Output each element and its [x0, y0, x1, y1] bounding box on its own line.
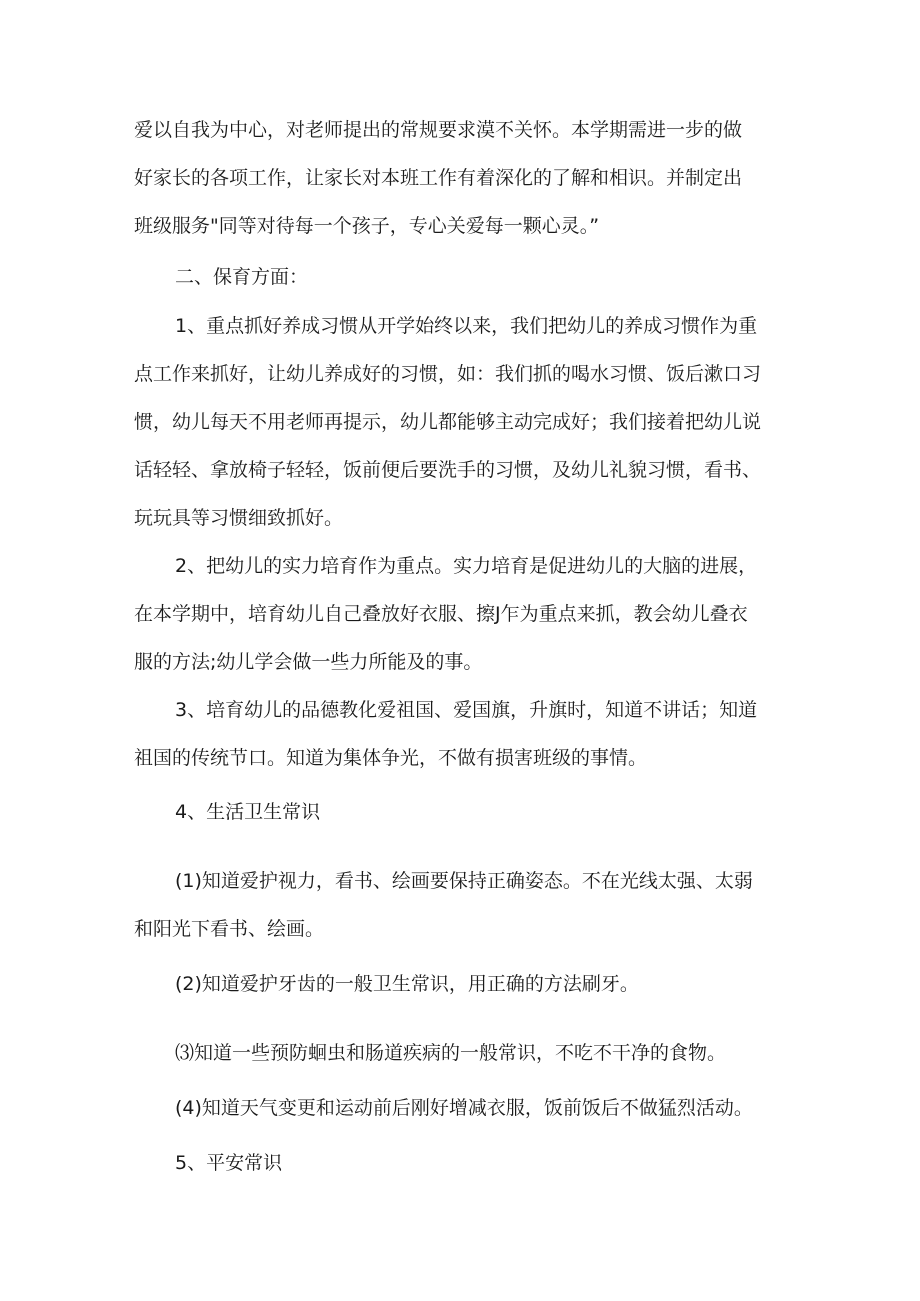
text-line: (4)知道天气变更和运动前后刚好增减衣服，饭前饭后不做猛烈活动。 — [175, 1097, 753, 1119]
text-line: 话轻轻、拿放椅子轻轻，饭前便后要洗手的习惯，及幼儿礼貌习惯，看书、 — [134, 459, 762, 481]
subsection-heading: 5、平安常识 — [175, 1152, 283, 1174]
section-heading: 二、保育方面： — [175, 266, 309, 288]
text-line: 2、把幼儿的实力培育作为重点。实力培育是促进幼儿的大脑的进展， — [175, 555, 758, 577]
text-line: 在本学期中，培育幼儿自己叠放好衣服、擦J乍为重点来抓，教会幼儿叠衣 — [134, 603, 748, 625]
text-line: ⑶知道一些预防蛔虫和肠道疾病的一般常识，不吃不干净的食物。 — [175, 1042, 727, 1064]
subsection-heading: 4、生活卫生常识 — [175, 801, 321, 823]
text-line: 和阳光下看书、绘画。 — [134, 918, 325, 940]
text-line: 爱以自我为中心，对老师提出的常规要求漠不关怀。本学期需进一步的做 — [134, 119, 743, 141]
text-line: 好家长的各项工作，让家长对本班工作有着深化的了解和相识。并制定出 — [134, 167, 743, 189]
text-line: 1、重点抓好养成习惯从开学始终以来，我们把幼儿的养成习惯作为重 — [175, 315, 758, 337]
text-line: 3、培育幼儿的品德教化爱祖国、爱国旗，升旗时，知道不讲话；知道 — [175, 699, 758, 721]
text-line: (2)知道爱护牙齿的一般卫生常识，用正确的方法刷牙。 — [175, 973, 639, 995]
text-line: 惯，幼儿每天不用老师再提示，幼儿都能够主动完成好；我们接着把幼儿说 — [134, 411, 762, 433]
text-line: 班级服务"同等对待每一个孩子，专心关爱每一颗心灵。” — [134, 215, 600, 237]
text-line: 祖国的传统节口。知道为集体争光，不做有损害班级的事情。 — [134, 747, 648, 769]
text-line: 玩玩具等习惯细致抓好。 — [134, 507, 344, 529]
text-line: (1)知道爱护视力，看书、绘画要保持正确姿态。不在光线太强、太弱 — [175, 870, 753, 892]
text-line: 点工作来抓好，让幼儿养成好的习惯，如：我们抓的喝水习惯、饭后漱口习 — [134, 363, 762, 385]
text-line: 服的方法;幼儿学会做一些力所能及的事。 — [134, 651, 483, 673]
